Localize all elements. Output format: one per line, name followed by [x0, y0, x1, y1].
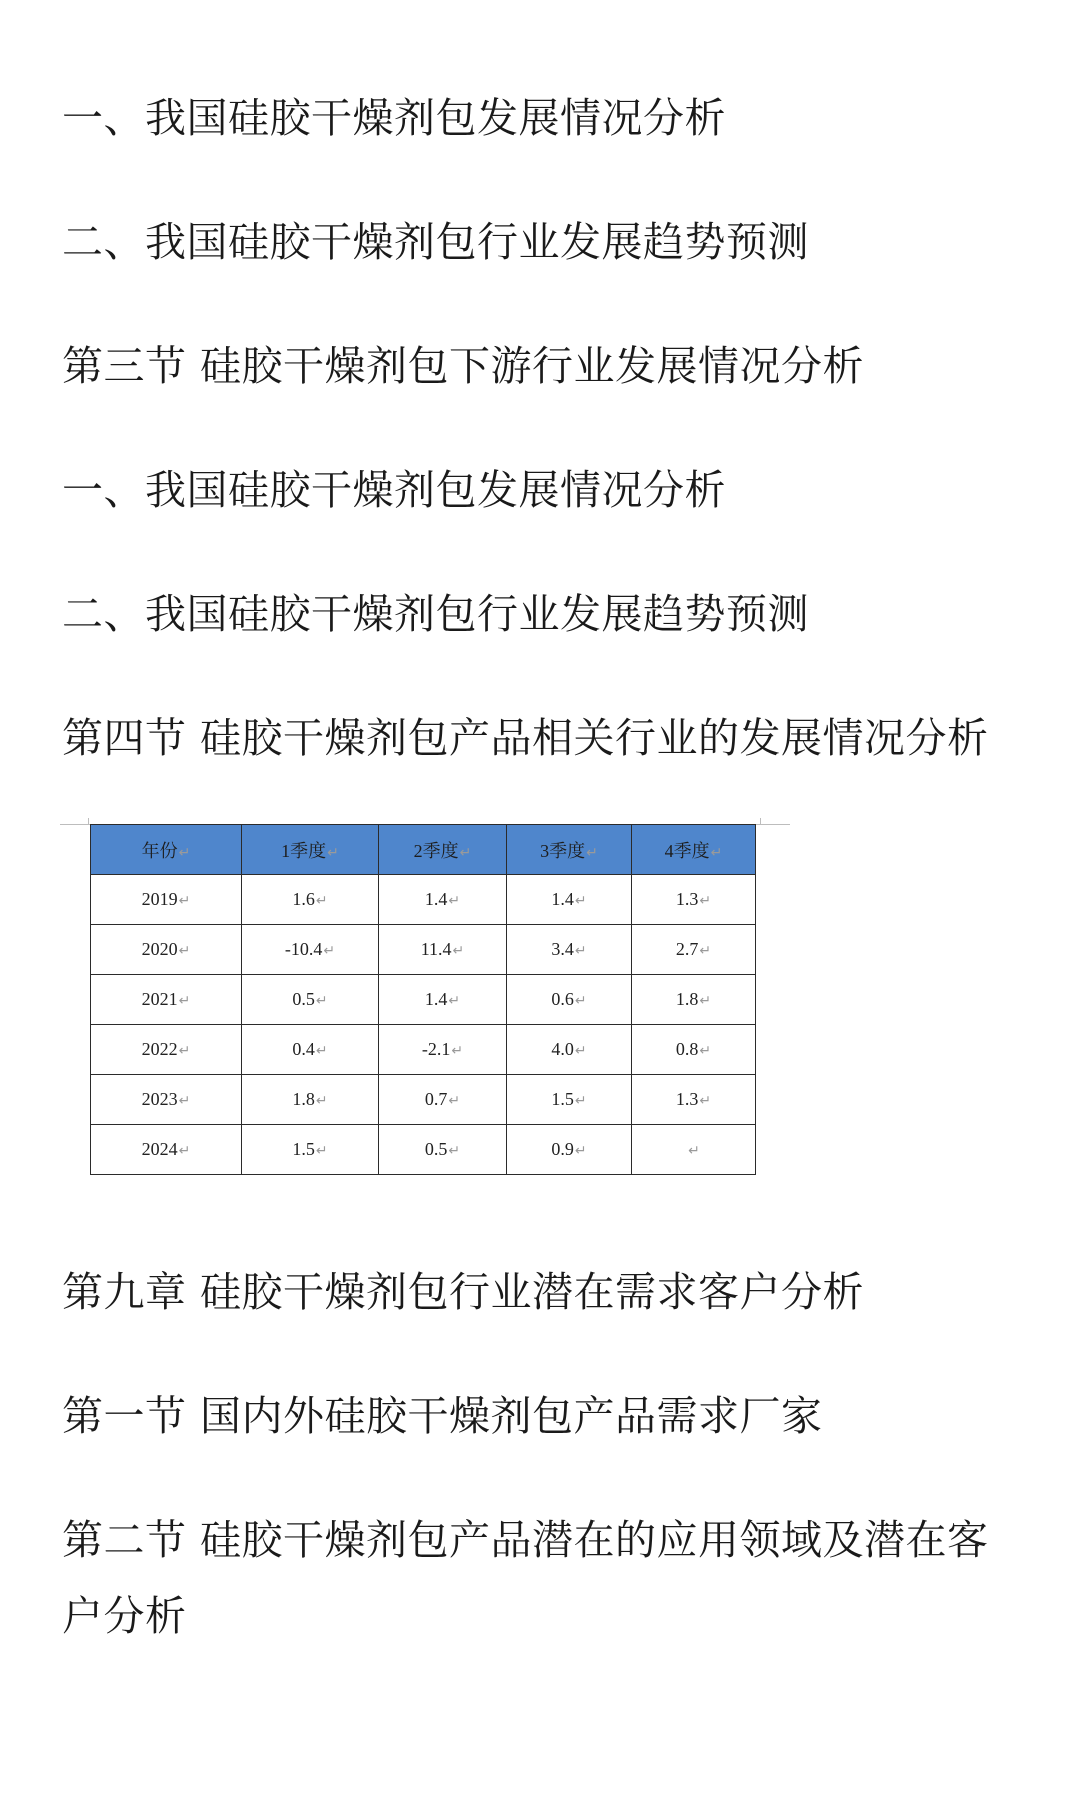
table-row: [91, 975, 756, 1025]
paragraph-mark-icon: ↵: [574, 894, 587, 909]
section-heading: 第二节 硅胶干燥剂包产品潜在的应用领域及潜在客户分析: [62, 1516, 989, 1640]
cell-value: 0.6: [551, 989, 574, 1009]
paragraph-mark-icon: ↵: [699, 1044, 712, 1059]
quarterly-data-table: [90, 824, 756, 1175]
paragraph-mark-icon: ↵: [574, 1094, 587, 1109]
cell-value: 1.3: [675, 889, 699, 909]
paragraph-mark-icon: ↵: [574, 1044, 587, 1059]
cell-value: 4.0: [551, 1039, 574, 1059]
cell-value: -10.4: [284, 939, 323, 959]
value-cell: [242, 1025, 379, 1075]
value-cell: [379, 1075, 507, 1125]
value-cell: [379, 925, 507, 975]
cell-value: 2022: [141, 1039, 178, 1059]
paragraph-mark-icon: ↵: [699, 894, 712, 909]
year-cell: [91, 925, 242, 975]
value-cell: [379, 1025, 507, 1075]
paragraph-mark-icon: ↵: [178, 944, 191, 959]
paragraph-mark-icon: ↵: [710, 845, 723, 861]
paragraph-mark-icon: ↵: [574, 944, 587, 959]
table-header-cell: [242, 825, 379, 875]
value-cell: [507, 925, 632, 975]
section-heading: 第三节 硅胶干燥剂包下游行业发展情况分析: [62, 342, 865, 390]
value-cell: [242, 975, 379, 1025]
paragraph-mark-icon: ↵: [448, 994, 461, 1009]
cell-value: -2.1: [421, 1039, 451, 1059]
year-cell: [91, 1075, 242, 1125]
paragraph-mark-icon: ↵: [699, 994, 712, 1009]
table-header-cell: [91, 825, 242, 875]
value-cell: [379, 975, 507, 1025]
cell-value: 2021: [141, 989, 178, 1009]
year-cell: [91, 975, 242, 1025]
paragraph-mark-icon: ↵: [178, 845, 191, 861]
header-label: 4季度: [664, 840, 710, 861]
paragraph-mark-icon: ↵: [315, 1094, 328, 1109]
paragraph-mark-icon: ↵: [178, 1044, 191, 1059]
cell-value: 0.8: [675, 1039, 699, 1059]
value-cell: [632, 1025, 756, 1075]
paragraph-mark-icon: ↵: [688, 1144, 700, 1159]
paragraph-mark-icon: ↵: [574, 994, 587, 1009]
table-row: [91, 1125, 756, 1175]
value-cell: [379, 1125, 507, 1175]
header-label: 1季度: [281, 840, 327, 861]
value-cell: [507, 975, 632, 1025]
table-body: [91, 875, 756, 1175]
value-cell: [632, 1125, 756, 1175]
cell-value: 2020: [141, 939, 178, 959]
value-cell: [632, 1075, 756, 1125]
table-header-cell: [507, 825, 632, 875]
paragraph-mark-icon: ↵: [315, 1144, 328, 1159]
paragraph-mark-icon: ↵: [315, 894, 328, 909]
cell-value: 2023: [141, 1089, 178, 1109]
paragraph-mark-icon: ↵: [323, 944, 336, 959]
paragraph-mark-icon: ↵: [178, 1144, 191, 1159]
year-cell: [91, 1125, 242, 1175]
table-row: [91, 875, 756, 925]
cell-value: 0.9: [551, 1139, 574, 1159]
paragraph-mark-icon: ↵: [459, 845, 472, 861]
table-row: [91, 1075, 756, 1125]
value-cell: [632, 925, 756, 975]
section-heading: 二、我国硅胶干燥剂包行业发展趋势预测: [62, 218, 809, 266]
paragraph-mark-icon: ↵: [448, 1144, 461, 1159]
value-cell: [379, 875, 507, 925]
paragraph-mark-icon: ↵: [586, 845, 598, 861]
section-heading: 第一节 国内外硅胶干燥剂包产品需求厂家: [62, 1392, 823, 1440]
paragraph-mark-icon: ↵: [178, 994, 191, 1009]
chapter-heading: 第九章 硅胶干燥剂包行业潜在需求客户分析: [62, 1268, 865, 1316]
section-heading: 二、我国硅胶干燥剂包行业发展趋势预测: [62, 590, 809, 638]
value-cell: [507, 875, 632, 925]
cell-value: 1.5: [551, 1089, 574, 1109]
cell-value: 2019: [141, 889, 178, 909]
value-cell: [507, 1025, 632, 1075]
section-heading: 一、我国硅胶干燥剂包发展情况分析: [62, 94, 726, 142]
value-cell: [632, 975, 756, 1025]
value-cell: [507, 1125, 632, 1175]
value-cell: [507, 1075, 632, 1125]
cell-value: 3.4: [551, 939, 574, 959]
paragraph-mark-icon: ↵: [699, 944, 712, 959]
table-header-cell: [632, 825, 756, 875]
year-cell: [91, 1025, 242, 1075]
value-cell: [632, 875, 756, 925]
cell-value: 1.5: [292, 1139, 315, 1159]
cell-value: 2.7: [675, 939, 699, 959]
cell-value: 0.4: [292, 1039, 315, 1059]
paragraph-mark-icon: ↵: [699, 1094, 712, 1109]
header-label: 年份: [141, 840, 178, 861]
table-rule-tick: [88, 818, 89, 824]
cell-value: 1.8: [675, 989, 699, 1009]
paragraph-mark-icon: ↵: [452, 944, 465, 959]
table-header-row: [91, 825, 756, 875]
paragraph-mark-icon: ↵: [574, 1144, 587, 1159]
header-label: 2季度: [413, 840, 459, 861]
paragraph-mark-icon: ↵: [315, 994, 328, 1009]
section-heading: 第四节 硅胶干燥剂包产品相关行业的发展情况分析: [62, 714, 989, 762]
cell-value: 1.4: [424, 989, 448, 1009]
table-row: [91, 1025, 756, 1075]
cell-value: 0.5: [292, 989, 315, 1009]
paragraph-mark-icon: ↵: [178, 894, 191, 909]
table-header-cell: [379, 825, 507, 875]
cell-value: 1.3: [675, 1089, 699, 1109]
paragraph-mark-icon: ↵: [178, 1094, 191, 1109]
table-row: [91, 925, 756, 975]
cell-value: 0.7: [424, 1089, 448, 1109]
paragraph-mark-icon: ↵: [448, 1094, 461, 1109]
cell-value: 2024: [141, 1139, 178, 1159]
cell-value: 1.6: [292, 889, 315, 909]
value-cell: [242, 925, 379, 975]
section-heading: 一、我国硅胶干燥剂包发展情况分析: [62, 466, 726, 514]
cell-value: 1.4: [424, 889, 448, 909]
paragraph-mark-icon: ↵: [315, 1044, 328, 1059]
cell-value: 1.4: [551, 889, 574, 909]
paragraph-mark-icon: ↵: [451, 1044, 464, 1059]
cell-value: 0.5: [424, 1139, 448, 1159]
table-rule-tick: [760, 818, 761, 824]
value-cell: [242, 1125, 379, 1175]
cell-value: 1.8: [292, 1089, 315, 1109]
table-screenshot: [60, 818, 790, 1198]
year-cell: [91, 875, 242, 925]
value-cell: [242, 875, 379, 925]
header-label: 3季度: [540, 840, 586, 861]
cell-value: 11.4: [420, 939, 452, 959]
paragraph-mark-icon: ↵: [327, 845, 339, 861]
value-cell: [242, 1075, 379, 1125]
paragraph-mark-icon: ↵: [448, 894, 461, 909]
